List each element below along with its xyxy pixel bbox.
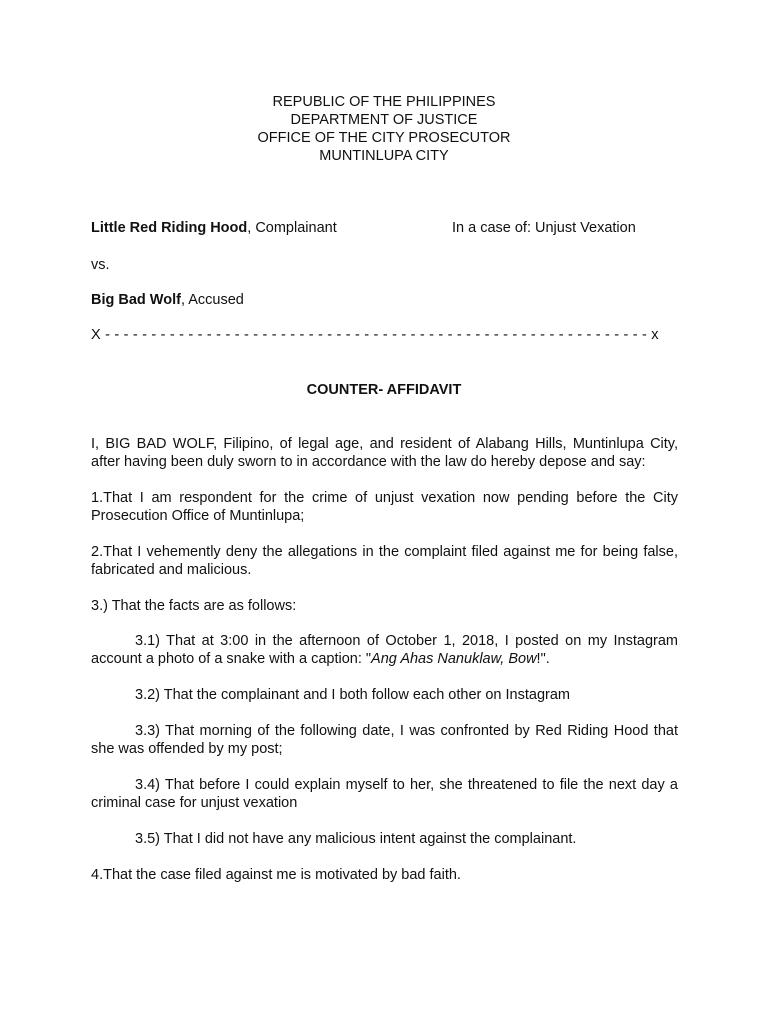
paragraph-3-4: 3.4) That before I could explain myself to her, she threatened to file the next day a criminal case for unjust vexation	[91, 777, 678, 811]
paragraph-2: 2.That I vehemently deny the allegations in the complaint filed against me for being false, fabricated and malicious.	[91, 544, 678, 578]
paragraph-3-2: 3.2) That the complainant and I both follow each other on Instagram	[135, 687, 570, 703]
paragraph-3-3: 3.3) That morning of the following date, I was confronted by Red Riding Hood that she was offended by my post;	[91, 723, 678, 757]
paragraph-3-1	[91, 632, 678, 668]
paragraph-4: 4.That the case filed against me is motivated by bad faith.	[91, 867, 461, 883]
complainant-name: Little Red Riding Hood	[91, 220, 248, 236]
case-type: In a case of: Unjust Vexation	[452, 220, 636, 236]
header-line-department: DEPARTMENT OF JUSTICE	[290, 112, 478, 128]
paragraph-3-1-text: 3.1) That at 3:00 in the afternoon of October 1, 2018, I posted on my Instagram account a photo of a snake with a caption: "	[91, 633, 678, 667]
document-header	[0, 93, 768, 165]
header-line-city: MUNTINLUPA CITY	[319, 148, 449, 164]
versus-text: vs.	[91, 257, 110, 273]
complainant-role: , Complainant	[247, 220, 337, 236]
header-line-republic: REPUBLIC OF THE PHILIPPINES	[272, 94, 496, 110]
paragraph-3: 3.) That the facts are as follows:	[91, 598, 297, 614]
accused-role: , Accused	[180, 292, 244, 308]
caption-separator: X - - - - - - - - - - - - - - - - - - - - - - - - - - - - - - - - - - - - - - - - - - - - - - - - - - - - - - - - - - - x	[91, 327, 659, 343]
header-line-office: OFFICE OF THE CITY PROSECUTOR	[257, 130, 511, 146]
paragraph-1: 1.That I am respondent for the crime of unjust vexation now pending before the City Prosecution Office of Muntinlupa;	[91, 490, 678, 524]
complainant-line	[91, 219, 337, 237]
accused-name: Big Bad Wolf	[91, 292, 181, 308]
paragraph-3-1-end: !".	[536, 651, 550, 667]
accused-line	[91, 291, 244, 309]
document-title: COUNTER- AFFIDAVIT	[306, 382, 462, 398]
intro-paragraph: I, BIG BAD WOLF, Filipino, of legal age, and resident of Alabang Hills, Muntinlupa City, after having been duly sworn to in accordance with the law do hereby depose and say:	[91, 436, 678, 470]
paragraph-3-5: 3.5) That I did not have any malicious intent against the complainant.	[135, 831, 577, 847]
paragraph-3-1-italic: Ang Ahas Nanuklaw, Bow	[371, 651, 537, 667]
